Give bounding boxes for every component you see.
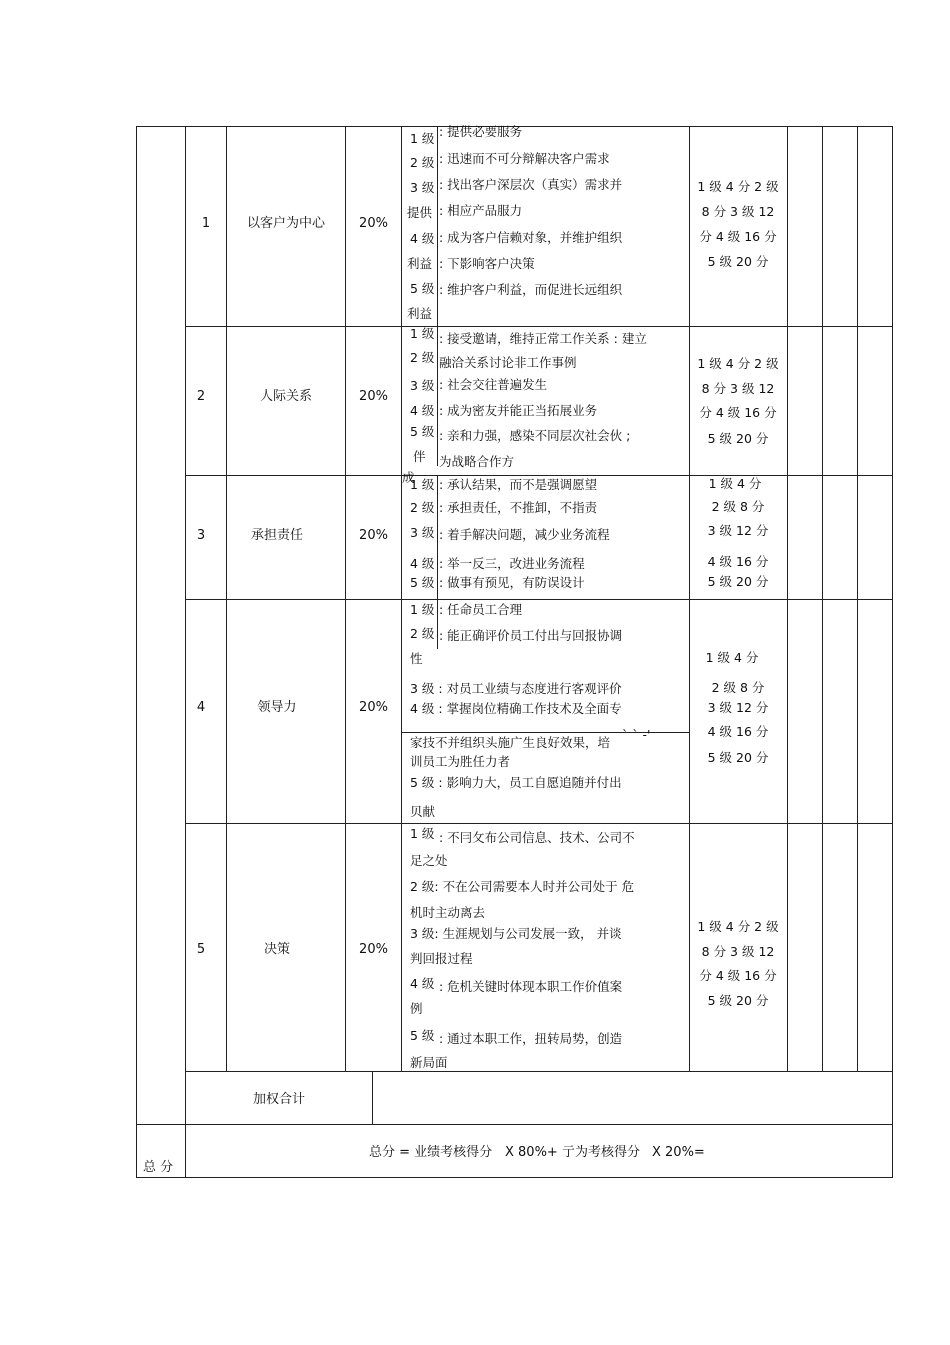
level-label: 3 级 bbox=[410, 525, 435, 540]
score-text: 1 级 4 分 2 级 bbox=[697, 179, 779, 194]
level-label: 利益 bbox=[407, 306, 433, 321]
level-label: 5 级 bbox=[410, 281, 435, 296]
row-weight: 20% bbox=[359, 942, 388, 957]
level-description: 融洽关系讨论非工作事例 bbox=[439, 355, 577, 370]
table-bottom-border bbox=[136, 1177, 892, 1178]
row-weight: 20% bbox=[359, 216, 388, 231]
row-number: 1 bbox=[201, 216, 211, 231]
row-item: 领导力 bbox=[257, 700, 297, 715]
level-description: : 危机关键时体现本职工作价值案 bbox=[439, 979, 623, 994]
score-text: 分 4 级 16 分 bbox=[699, 968, 777, 983]
row-item: 承担责任 bbox=[250, 528, 303, 543]
col-divider bbox=[185, 126, 186, 1178]
level-label: 4 级 bbox=[410, 403, 435, 418]
score-text: 5 级 20 分 bbox=[707, 750, 769, 765]
level-description: : 找出客户深层次（真实）需求并 bbox=[439, 177, 623, 192]
level-label: 1 级 bbox=[410, 326, 435, 341]
level-label: 提供 bbox=[407, 205, 433, 220]
level-description: 新局面 bbox=[410, 1055, 448, 1070]
level-description: 3 级: 生涯规划与公司发展一致， 并谈 bbox=[410, 926, 622, 941]
level-description: 足之处 bbox=[410, 853, 448, 868]
score-text: 1 级 4 分 2 级 bbox=[697, 356, 779, 371]
level-description: : 做事有预见，有防误设计 bbox=[439, 575, 585, 590]
score-text: 4 级 16 分 bbox=[707, 724, 769, 739]
level-label: 2 级 bbox=[410, 155, 435, 170]
level-description: 3 级 : 对员工业绩与态度进行客观评价 bbox=[410, 681, 622, 696]
level-label: 2 级 bbox=[410, 500, 435, 515]
row-number: 3 bbox=[196, 528, 206, 543]
level-description: : 提供必要服务 bbox=[439, 124, 523, 139]
row-item: 决策 bbox=[263, 942, 290, 957]
col-divider bbox=[372, 1071, 373, 1125]
level-description: : 任命员工合理 bbox=[439, 602, 523, 617]
level-description: 机时主动离去 bbox=[410, 905, 486, 920]
level-description: : 成为客户信赖对象，并维护组织 bbox=[439, 230, 623, 245]
row-divider bbox=[185, 823, 892, 824]
row-divider bbox=[185, 599, 892, 600]
level-label: 1 级 bbox=[410, 602, 435, 617]
level-description: 贝献 bbox=[410, 804, 436, 819]
score-text: 1 级 4 分 bbox=[705, 650, 759, 665]
level-description: : 举一反三，改进业务流程 bbox=[439, 556, 585, 571]
score-text: 1 级 4 分 2 级 bbox=[697, 919, 779, 934]
score-text: 8 分 3 级 12 bbox=[701, 204, 775, 219]
score-text: 3 级 12 分 bbox=[707, 523, 769, 538]
level-divider bbox=[437, 126, 438, 326]
table-right-border bbox=[892, 126, 893, 1178]
level-description: : 迅速而不可分辩解决客户需求 bbox=[439, 151, 610, 166]
score-text: 5 级 20 分 bbox=[707, 993, 769, 1008]
row-item: 人际关系 bbox=[259, 389, 312, 404]
row-divider bbox=[185, 1071, 892, 1072]
total-formula-part: X 80%+ 亍为考核得分 bbox=[505, 1145, 640, 1160]
level-description: : 接受邀请，维持正常工作关系 : 建立 bbox=[439, 331, 647, 346]
total-formula-part: 总分 = 业绩考核得分 bbox=[369, 1145, 493, 1160]
level-description: : 通过本职工作，扭转局势，创造 bbox=[439, 1031, 623, 1046]
level-description: 性 bbox=[410, 651, 423, 666]
level-description: : 能正确评价员工付出与回报协调 bbox=[439, 628, 623, 643]
row-weight: 20% bbox=[359, 528, 388, 543]
level-label: 利益 bbox=[407, 256, 433, 271]
level-description: : 相应产品服力 bbox=[439, 203, 523, 218]
level-description: : 亲和力强，感染不同层次社会伙 ; bbox=[439, 428, 631, 443]
level-divider bbox=[437, 475, 438, 599]
col-divider bbox=[345, 126, 346, 1072]
level-description: : 成为密友并能正当拓展业务 bbox=[439, 403, 598, 418]
level-description: : 社会交往普遍发生 bbox=[439, 377, 548, 392]
level-label: 3 级 bbox=[410, 180, 435, 195]
level-label: 伴 bbox=[413, 449, 426, 464]
level-label: 4 级 bbox=[410, 556, 435, 571]
score-text: 5 级 20 分 bbox=[707, 574, 769, 589]
level-description: : 下影响客户决策 bbox=[439, 256, 535, 271]
row-divider bbox=[185, 326, 892, 327]
col-divider bbox=[401, 126, 402, 1072]
col-divider bbox=[822, 126, 823, 1072]
level-description: : 不冃攵布公司信息、技术、公司不 bbox=[439, 830, 635, 845]
row-number: 5 bbox=[196, 942, 206, 957]
level-divider bbox=[437, 599, 438, 649]
level-description: : 维护客户利益，而促进长远组织 bbox=[439, 282, 623, 297]
row-number: 4 bbox=[196, 700, 206, 715]
table-left-border bbox=[136, 126, 137, 1178]
level-label: 4 级 bbox=[410, 231, 435, 246]
score-text: 2 级 8 分 bbox=[711, 499, 765, 514]
score-text: 8 分 3 级 12 bbox=[701, 381, 775, 396]
level-description: 例 bbox=[410, 1001, 423, 1016]
level-label: 5 级 bbox=[410, 1028, 435, 1043]
score-text: 分 4 级 16 分 bbox=[699, 405, 777, 420]
row-weight: 20% bbox=[359, 389, 388, 404]
score-text: 2 级 8 分 bbox=[711, 680, 765, 695]
level-label: 3 级 bbox=[410, 378, 435, 393]
total-formula-part: X 20%= bbox=[652, 1145, 705, 1160]
level-description: 训员工为胜任力者 bbox=[410, 754, 511, 769]
score-text: 5 级 20 分 bbox=[707, 254, 769, 269]
level-label: 1 级 bbox=[410, 131, 435, 146]
level-description: 家技不并组织头施广生良好效果，培 bbox=[410, 735, 611, 750]
score-text: 3 级 12 分 bbox=[707, 700, 769, 715]
score-text: 1 级 4 分 bbox=[708, 476, 762, 491]
level-label: 成 bbox=[402, 470, 415, 485]
level-description: ` ` -' bbox=[622, 727, 651, 742]
level-label: 1 级 bbox=[410, 477, 435, 492]
score-text: 4 级 16 分 bbox=[707, 554, 769, 569]
level-description: : 承认结果，而不是强调愿望 bbox=[439, 477, 598, 492]
level-description: 4 级 : 掌握岗位精确工作技术及全面专 bbox=[410, 701, 622, 716]
level-label: 2 级 bbox=[410, 626, 435, 641]
level-description: 2 级: 不在公司需要本人时并公司处于 危 bbox=[410, 879, 635, 894]
level-description: 为战略合作方 bbox=[439, 454, 515, 469]
row-divider bbox=[185, 475, 892, 476]
level-description: : 承担责任，不推卸，不指责 bbox=[439, 500, 598, 515]
level-label: 1 级 bbox=[410, 826, 435, 841]
total-score-label: 总 分 bbox=[143, 1160, 174, 1175]
level-divider bbox=[437, 326, 438, 466]
weighted-total-label: 加权合计 bbox=[252, 1092, 305, 1107]
row-weight: 20% bbox=[359, 700, 388, 715]
row-divider bbox=[136, 1124, 892, 1125]
col-divider bbox=[226, 126, 227, 1072]
row-number: 2 bbox=[196, 389, 206, 404]
score-text: 8 分 3 级 12 bbox=[701, 944, 775, 959]
score-text: 5 级 20 分 bbox=[707, 431, 769, 446]
level-description: 5 级 : 影响力大，员工自愿追随并付出 bbox=[410, 775, 622, 790]
level-label: 4 级 bbox=[410, 976, 435, 991]
level-description: : 着手解决问题，减少业务流程 bbox=[439, 527, 610, 542]
level-label: 5 级 bbox=[410, 424, 435, 439]
score-text: 分 4 级 16 分 bbox=[699, 229, 777, 244]
level-description: 判回报过程 bbox=[410, 951, 473, 966]
col-divider bbox=[857, 126, 858, 1072]
level-label: 5 级 bbox=[410, 575, 435, 590]
level-label: 2 级 bbox=[410, 350, 435, 365]
row-item: 以客户为中心 bbox=[246, 216, 325, 231]
